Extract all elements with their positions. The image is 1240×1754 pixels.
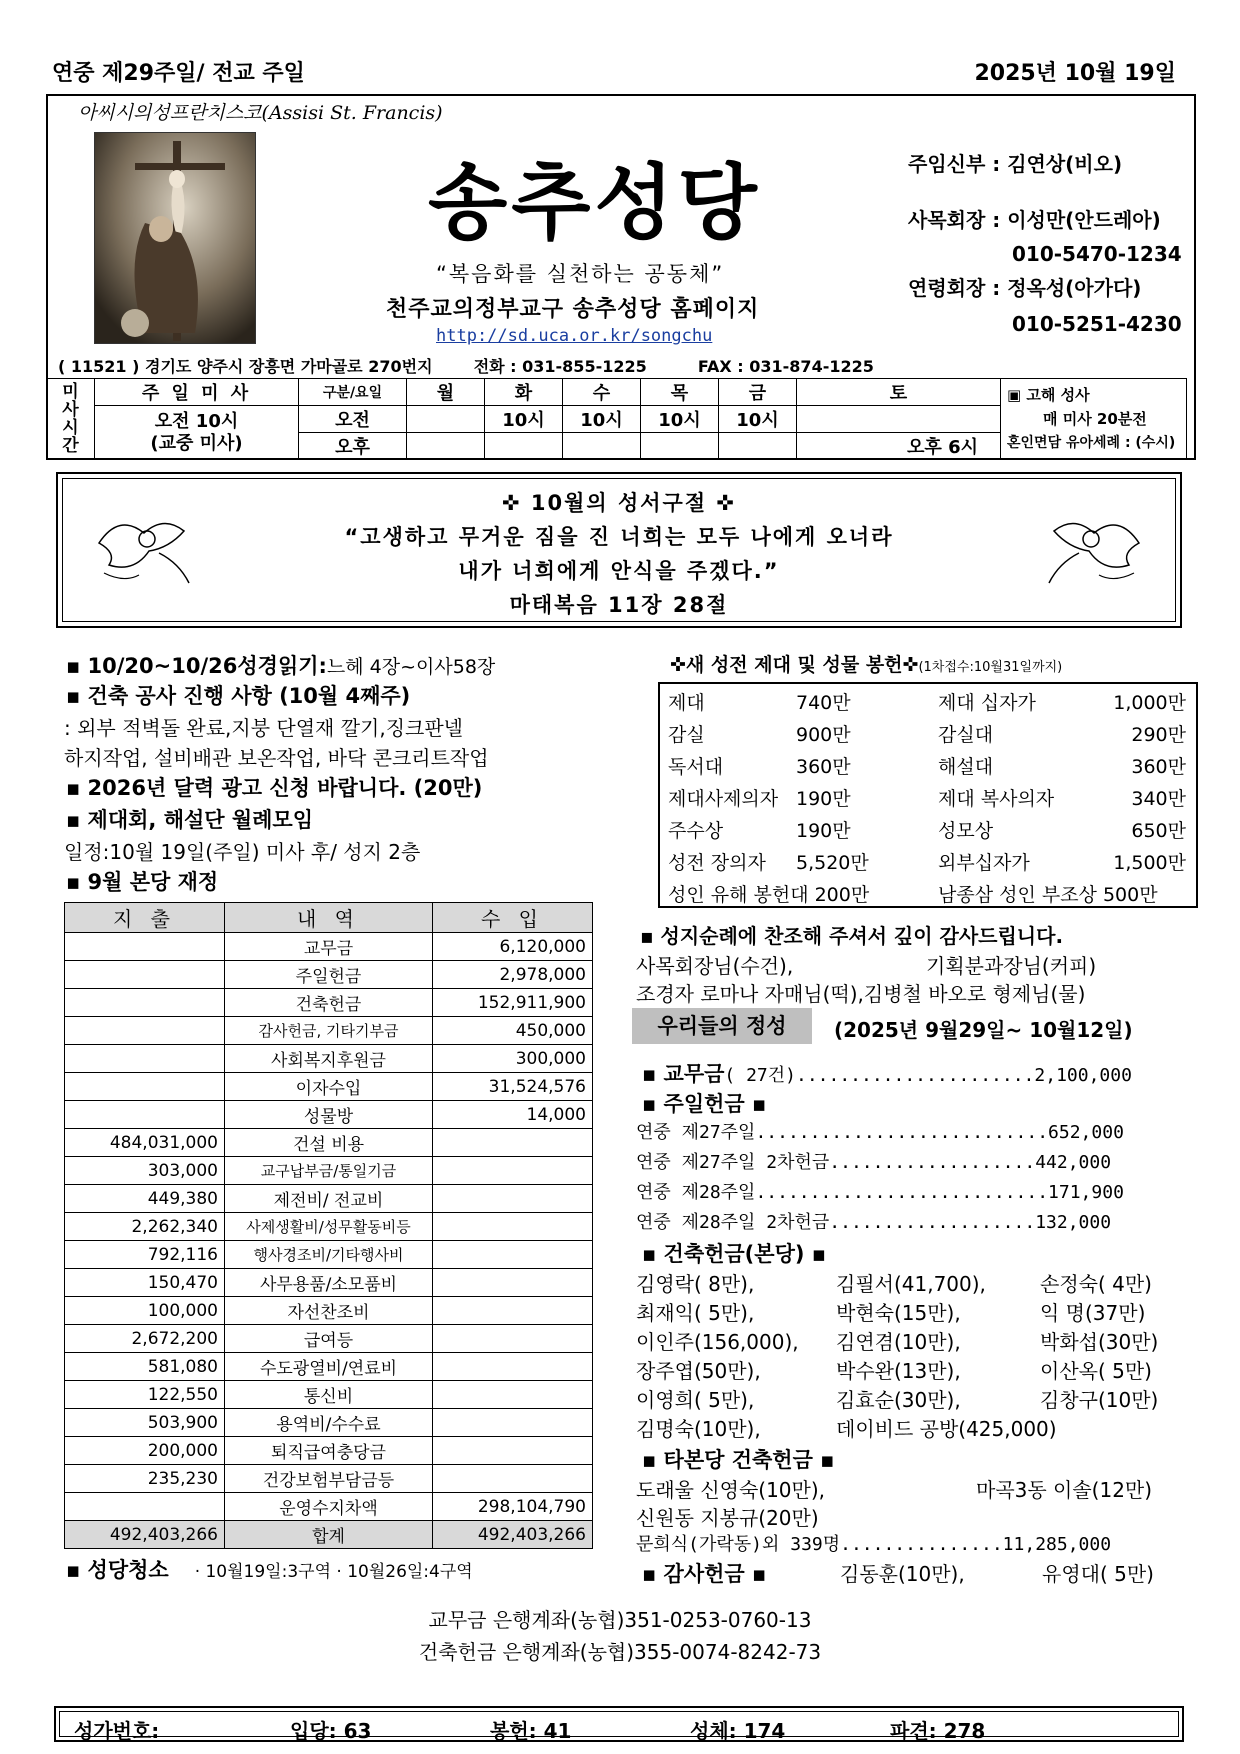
- finance-row: [65, 1185, 593, 1213]
- finance-income: [433, 1185, 593, 1213]
- pilgrimage-thanks-2: 조경자 로마나 자매님(떡),김병철 바오로 형제님(물): [636, 982, 1086, 1006]
- kyomu-line: ▪ 교무금( 27건)......................2,100,000: [642, 1062, 1132, 1086]
- finance-expense: 484,031,000: [65, 1129, 225, 1157]
- morning-label: 오전: [299, 406, 407, 433]
- finance-row: [65, 989, 593, 1017]
- homepage-title: 천주교의정부교구 송추성당 홈페이지: [386, 297, 760, 322]
- hymn-dismissal: 파견: 278: [890, 1719, 986, 1743]
- donation-amount: 900만: [796, 724, 851, 746]
- finance-income: [433, 1437, 593, 1465]
- finance-row: [65, 1325, 593, 1353]
- sat-evening: 오후 6시: [797, 433, 1001, 460]
- building-donor: 김창구(10만): [1040, 1388, 1159, 1412]
- finance-row: [65, 1297, 593, 1325]
- sunday-offering-line: 연중 제27주일...........................652,000: [636, 1122, 1124, 1143]
- finance-expense: 122,550: [65, 1381, 225, 1409]
- donation-amount: 190만: [796, 788, 851, 810]
- construction-line-1: : 외부 적벽돌 완료,지붕 단열재 깔기,징크판넬: [64, 716, 463, 740]
- donation-last-a: 성인 유해 봉헌대 200만: [668, 884, 870, 906]
- finance-item: 성물방: [225, 1101, 433, 1129]
- donation-amount: 360만: [796, 756, 851, 778]
- finance-income: 152,911,900: [433, 989, 593, 1017]
- finance-expense: 100,000: [65, 1297, 225, 1325]
- bible-reading: ▪ 10/20~10/26성경읽기:느헤 4장~이사58장: [66, 654, 496, 678]
- donation-amount: 740만: [796, 692, 851, 714]
- hymn-entrance: 입당: 63: [290, 1719, 372, 1743]
- donation-item: 해설대: [938, 756, 994, 778]
- sunday-mass-label: 주 일 미 사: [95, 379, 299, 406]
- building-donor: 손정숙( 4만): [1040, 1272, 1152, 1296]
- day-sat: 토: [797, 379, 1001, 406]
- donation-item: 독서대: [668, 756, 724, 778]
- scripture-title: ✜ 10월의 성서구절 ✜: [501, 491, 737, 515]
- scripture-line-1: “고생하고 무거운 짐을 진 너희는 모두 나에게 오너라: [344, 525, 894, 549]
- finance-row: [65, 1213, 593, 1241]
- finance-item: 이자수입: [225, 1073, 433, 1101]
- mon-evening: [407, 433, 485, 460]
- sunday-offering-heading: ▪ 주일헌금 ▪: [642, 1092, 767, 1116]
- wed-morning: 10시: [563, 406, 641, 433]
- scripture-reference: 마태복음 11장 28절: [509, 593, 729, 617]
- finance-expense: [65, 1493, 225, 1521]
- finance-item: 행사경조비/기타행사비: [225, 1241, 433, 1269]
- finance-income: 450,000: [433, 1017, 593, 1045]
- finance-expense: 303,000: [65, 1157, 225, 1185]
- finance-income: [433, 1465, 593, 1493]
- finance-item: 건설 비용: [225, 1129, 433, 1157]
- day-mon: 월: [407, 379, 485, 406]
- pastor: 주임신부 : 김연상(비오): [908, 152, 1123, 176]
- finance-expense: [65, 1045, 225, 1073]
- council-president: 사목회장 : 이성만(안드레아): [908, 208, 1161, 232]
- donation-amount: 1,500만: [1113, 852, 1186, 874]
- masthead: [46, 94, 1196, 460]
- total-income: 492,403,266: [433, 1521, 593, 1549]
- construction-line-2: 하지작업, 설비배관 보온작업, 바닥 콘크리트작업: [64, 746, 489, 770]
- tue-evening: [485, 433, 563, 460]
- total-label: 합계: [225, 1521, 433, 1549]
- building-donor: 김연겸(10만),: [836, 1330, 961, 1354]
- phone: 전화 : 031-855-1225: [473, 357, 647, 376]
- finance-income: [433, 1129, 593, 1157]
- donation-amount: 1,000만: [1113, 692, 1186, 714]
- finance-expense: 2,672,200: [65, 1325, 225, 1353]
- finance-expense: 200,000: [65, 1437, 225, 1465]
- finance-item: 감사헌금, 기타기부금: [225, 1017, 433, 1045]
- motto: “복음화를 실천하는 공동체”: [436, 262, 725, 286]
- donation-amount: 340만: [1131, 788, 1186, 810]
- finance-heading: ▪ 9월 본당 재정: [66, 870, 219, 894]
- hymn-offertory: 봉헌: 41: [490, 1719, 572, 1743]
- mass-time-side-label: 미 사 시 간: [47, 379, 95, 460]
- finance-income: [433, 1157, 593, 1185]
- finance-item: 퇴직급여충당금: [225, 1437, 433, 1465]
- mass-notes: ▣ 고해 성사 매 미사 20분전 혼인면담 유아세례 : (수시): [1001, 379, 1187, 460]
- finance-expense: [65, 1017, 225, 1045]
- finance-expense: [65, 933, 225, 961]
- church-name: 송추성당: [428, 156, 761, 251]
- building-offering-heading: ▪ 건축헌금(본당) ▪: [642, 1242, 826, 1266]
- donation-item: 감실대: [938, 724, 994, 746]
- other-parish-1b: 마곡3동 이솔(12만): [976, 1478, 1153, 1502]
- building-donor: 박화섭(30만): [1040, 1330, 1159, 1354]
- donation-amount: 360만: [1131, 756, 1186, 778]
- construction-heading: ▪ 건축 공사 진행 사항 (10월 4째주): [66, 684, 411, 708]
- thanks-offering-heading: ▪ 감사헌금 ▪: [642, 1562, 767, 1586]
- bulletin-date: 2025년 10월 19일: [974, 61, 1176, 86]
- finance-item: 자선찬조비: [225, 1297, 433, 1325]
- finance-expense: [65, 1101, 225, 1129]
- finance-item: 사무용품/소모품비: [225, 1269, 433, 1297]
- thanks-offering-b: 유영대( 5만): [1042, 1562, 1154, 1586]
- fri-morning: 10시: [719, 406, 797, 433]
- finance-income: [433, 1353, 593, 1381]
- finance-expense: 503,900: [65, 1409, 225, 1437]
- finance-income: 31,524,576: [433, 1073, 593, 1101]
- finance-item: 건축헌금: [225, 989, 433, 1017]
- finance-expense: 581,080: [65, 1353, 225, 1381]
- meeting-text: 일정:10월 19일(주일) 미사 후/ 성지 2층: [64, 840, 421, 864]
- finance-row: [65, 1017, 593, 1045]
- sunday-mass-time: 오전 10시 (교중 미사): [95, 406, 299, 460]
- scripture-line-2: 내가 너희에게 안식을 주겠다.”: [458, 559, 780, 583]
- bank-account-kyomu: 교무금 은행계좌(농협)351-0253-0760-13: [428, 1608, 812, 1632]
- donation-item: 감실: [668, 724, 705, 746]
- finance-row: [65, 1241, 593, 1269]
- donation-amount: 190만: [796, 820, 851, 842]
- finance-row: [65, 1157, 593, 1185]
- expense-header: 지 출: [65, 903, 225, 933]
- donation-amount: 5,520만: [796, 852, 869, 874]
- income-header: 수 입: [433, 903, 593, 933]
- finance-income: 14,000: [433, 1101, 593, 1129]
- item-header: 내 역: [225, 903, 433, 933]
- sunday-offering-line: 연중 제27주일 2차헌금...................442,000: [636, 1152, 1112, 1173]
- finance-item: 급여등: [225, 1325, 433, 1353]
- wed-evening: [563, 433, 641, 460]
- other-parish-2: 신원동 지봉규(20만): [636, 1506, 819, 1530]
- finance-item: 제전비/ 전교비: [225, 1185, 433, 1213]
- finance-item: 사제생활비/성무활동비등: [225, 1213, 433, 1241]
- donation-list: [658, 682, 1198, 908]
- scripture-box: [56, 472, 1182, 628]
- finance-row: [65, 1493, 593, 1521]
- building-donor: 이영희( 5만),: [636, 1388, 755, 1412]
- mon-morning: [407, 406, 485, 433]
- elder-president: 연령회장 : 정옥성(아가다): [908, 276, 1142, 300]
- building-donor: 최재익( 5만),: [636, 1301, 755, 1325]
- donation-item: 성전 장의자: [668, 852, 766, 874]
- finance-row: [65, 933, 593, 961]
- finance-income: 298,104,790: [433, 1493, 593, 1521]
- finance-expense: [65, 1073, 225, 1101]
- finance-income: [433, 1297, 593, 1325]
- finance-total-row: [65, 1521, 593, 1549]
- hymn-label: 성가번호:: [74, 1719, 160, 1743]
- calendar-ad-heading: ▪ 2026년 달력 광고 신청 바랍니다. (20만): [66, 776, 483, 800]
- finance-row: [65, 1437, 593, 1465]
- finance-income: [433, 1241, 593, 1269]
- donation-last-b: 남종삼 성인 부조상 500만: [938, 884, 1158, 906]
- building-donor: 장주엽(50만),: [636, 1359, 761, 1383]
- other-parish-3: 문희식(가락동)외 339명...............11,285,000: [636, 1534, 1112, 1555]
- thanks-offering-a: 김동훈(10만),: [840, 1562, 965, 1586]
- donation-item: 외부십자가: [938, 852, 1030, 874]
- address-line: [58, 354, 874, 377]
- bank-account-building: 건축헌금 은행계좌(농협)355-0074-8242-73: [418, 1640, 822, 1664]
- building-donor: 데이비드 공방(425,000): [836, 1417, 1057, 1441]
- donation-item: 제대 십자가: [938, 692, 1036, 714]
- day-wed: 수: [563, 379, 641, 406]
- finance-item: 교무금: [225, 933, 433, 961]
- finance-item: 주일헌금: [225, 961, 433, 989]
- saint-francis-painting: [94, 132, 256, 344]
- finance-income: [433, 1409, 593, 1437]
- finance-income: [433, 1325, 593, 1353]
- building-donor: 이인주(156,000),: [636, 1330, 799, 1354]
- finance-income: [433, 1213, 593, 1241]
- sunday-offering-line: 연중 제28주일...........................171,900: [636, 1182, 1124, 1203]
- fax: FAX : 031-874-1225: [697, 357, 874, 376]
- assisi-caption: 아씨시의성프란치스코(Assisi St. Francis): [78, 102, 443, 124]
- offering-period: (2025년 9월29일~ 10월12일): [834, 1018, 1133, 1042]
- finance-row: [65, 1073, 593, 1101]
- pilgrimage-thanks-1b: 기획분과장님(커피): [926, 954, 1097, 978]
- mass-schedule-table: [46, 378, 1187, 460]
- finance-table: [64, 902, 593, 1549]
- homepage-link[interactable]: http://sd.uca.or.kr/songchu: [436, 326, 713, 346]
- total-expense: 492,403,266: [65, 1521, 225, 1549]
- finance-item: 사회복지후원금: [225, 1045, 433, 1073]
- painting-image: [95, 133, 256, 344]
- division-header: 구분/요일: [299, 379, 407, 406]
- finance-income: 2,978,000: [433, 961, 593, 989]
- hymn-number-bar: [54, 1706, 1184, 1742]
- donation-item: 제대 복사의자: [938, 788, 1055, 810]
- fri-evening: [719, 433, 797, 460]
- building-donor: 이산옥( 5만): [1040, 1359, 1152, 1383]
- finance-income: 300,000: [433, 1045, 593, 1073]
- finance-expense: [65, 961, 225, 989]
- finance-item: 건강보험부담금등: [225, 1465, 433, 1493]
- donation-item: 성모상: [938, 820, 994, 842]
- tue-morning: 10시: [485, 406, 563, 433]
- building-donor: 박현숙(15만),: [836, 1301, 961, 1325]
- building-donor: 김효순(30만),: [836, 1388, 961, 1412]
- finance-expense: 449,380: [65, 1185, 225, 1213]
- other-parish-heading: ▪ 타본당 건축헌금 ▪: [642, 1448, 835, 1472]
- finance-item: 운영수지차액: [225, 1493, 433, 1521]
- evening-label: 오후: [299, 433, 407, 460]
- finance-expense: 2,262,340: [65, 1213, 225, 1241]
- finance-income: [433, 1381, 593, 1409]
- liturgical-day: 연중 제29주일/ 전교 주일: [52, 61, 305, 86]
- address: ( 11521 ) 경기도 양주시 장흥면 가마골로 270번지: [58, 357, 433, 376]
- finance-item: 용역비/수수료: [225, 1409, 433, 1437]
- donation-item: 제대사제의자: [668, 788, 779, 810]
- building-donor: 김영락( 8만),: [636, 1272, 755, 1296]
- finance-income: 6,120,000: [433, 933, 593, 961]
- finance-row: [65, 1465, 593, 1493]
- donation-amount: 650만: [1131, 820, 1186, 842]
- finance-row: [65, 961, 593, 989]
- finance-income: [433, 1269, 593, 1297]
- finance-row: [65, 1381, 593, 1409]
- finance-expense: 235,230: [65, 1465, 225, 1493]
- finance-item: 교구납부금/통일기금: [225, 1157, 433, 1185]
- finance-row: [65, 1269, 593, 1297]
- day-thu: 목: [641, 379, 719, 406]
- donation-item: 제대: [668, 692, 705, 714]
- building-donor: 김명숙(10만),: [636, 1417, 761, 1441]
- council-phone: 010-5470-1234: [1012, 242, 1182, 266]
- finance-expense: 150,470: [65, 1269, 225, 1297]
- finance-row: [65, 1101, 593, 1129]
- building-donor: 박수완(13만),: [836, 1359, 961, 1383]
- day-tue: 화: [485, 379, 563, 406]
- building-donor: 익 명(37만): [1040, 1301, 1146, 1325]
- finance-expense: 792,116: [65, 1241, 225, 1269]
- thu-morning: 10시: [641, 406, 719, 433]
- day-fri: 금: [719, 379, 797, 406]
- finance-row: [65, 1045, 593, 1073]
- finance-item: 수도광열비/연료비: [225, 1353, 433, 1381]
- sunday-offering-line: 연중 제28주일 2차헌금...................132,000: [636, 1212, 1112, 1233]
- finance-expense: [65, 989, 225, 1017]
- finance-row: [65, 1353, 593, 1381]
- finance-row: [65, 1409, 593, 1437]
- elder-phone: 010-5251-4230: [1012, 312, 1182, 336]
- finance-item: 통신비: [225, 1381, 433, 1409]
- cleaning-schedule: ▪ 성당청소 · 10월19일:3구역 · 10월26일:4구역: [66, 1558, 473, 1582]
- building-donor: 김필서(41,700),: [836, 1272, 986, 1296]
- pilgrimage-thanks-1a: 사목회장님(수건),: [636, 954, 794, 978]
- offering-tag: 우리들의 정성: [632, 1008, 812, 1044]
- pilgrimage-heading: ▪ 성지순례에 찬조해 주셔서 깊이 감사드립니다.: [640, 924, 1064, 948]
- finance-row: [65, 1129, 593, 1157]
- thu-evening: [641, 433, 719, 460]
- other-parish-1a: 도래울 신영숙(10만),: [636, 1478, 826, 1502]
- donation-amount: 290만: [1131, 724, 1186, 746]
- donation-item: 주수상: [668, 820, 724, 842]
- hymn-communion: 성체: 174: [690, 1719, 786, 1743]
- meeting-heading: ▪ 제대회, 해설단 월례모임: [66, 808, 314, 832]
- sat-morning: [797, 406, 1001, 433]
- donation-heading: ✜새 성전 제대 및 성물 봉헌✜(1차접수:10월31일까지): [670, 654, 1063, 676]
